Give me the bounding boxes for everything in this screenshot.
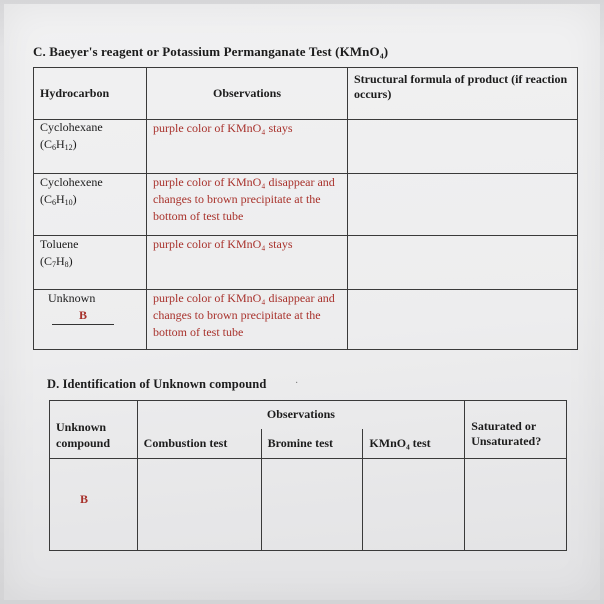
table-row xyxy=(34,120,578,174)
header-observations: Observations xyxy=(147,68,348,120)
bromine-result-cell[interactable] xyxy=(261,459,363,551)
unknown-blank xyxy=(52,307,114,325)
kmno4-test-table xyxy=(33,67,578,350)
product-cell[interactable] xyxy=(348,290,578,350)
table-row xyxy=(34,290,578,350)
header-observations: Observations xyxy=(137,401,465,429)
saturation-result-cell[interactable] xyxy=(465,459,567,551)
stray-dot: · xyxy=(295,378,299,389)
product-cell[interactable] xyxy=(348,236,578,290)
unknown-identification-table xyxy=(49,400,567,551)
observation-text: purple color of KMnO₄ stays xyxy=(153,121,293,135)
header-bromine: Bromine test xyxy=(261,429,363,459)
header-hydrocarbon: Hydrocarbon xyxy=(34,68,147,120)
header-combustion: Combustion test xyxy=(137,429,261,459)
section-c-title: C. Baeyer's reagent or Potassium Permanganate Test (KMnO₄) xyxy=(33,44,389,59)
header-unknown-compound: Unknown compound xyxy=(50,401,138,459)
header-saturated: Saturated or Unsaturated? xyxy=(465,401,567,459)
section-d-title: D. Identification of Unknown compound xyxy=(47,377,267,391)
header-kmno4: KMnO₄ test xyxy=(363,429,465,459)
observation-text: purple color of KMnO₄ disappear and changes to brown precipitate at the bottom of test tube xyxy=(153,291,335,339)
observation-text: purple color of KMnO₄ stays xyxy=(153,237,293,251)
hydrocarbon-name: Toluene xyxy=(40,237,79,251)
observation-text: purple color of KMnO₄ disappear and changes to brown precipitate at the bottom of test tube xyxy=(153,175,335,223)
hydrocarbon-name: Cyclohexane xyxy=(40,120,103,134)
unknown-letter: B xyxy=(78,308,87,322)
header-structural-formula: Structural formula of product (if reaction occurs) xyxy=(348,68,578,120)
table-row xyxy=(34,236,578,290)
hydrocarbon-name: Unknown xyxy=(48,291,96,305)
table-row xyxy=(34,174,578,236)
table-row xyxy=(50,459,567,551)
product-cell[interactable] xyxy=(348,120,578,174)
combustion-result-cell[interactable] xyxy=(137,459,261,551)
hydrocarbon-formula: $(C_6H_{10})$ xyxy=(40,192,77,207)
product-cell[interactable] xyxy=(348,174,578,236)
hydrocarbon-formula: $(C_6H_{12})$ xyxy=(40,137,77,152)
kmno4-result-cell[interactable] xyxy=(363,459,465,551)
hydrocarbon-formula: $(C_7H_8)$ xyxy=(40,254,73,269)
unknown-letter: B xyxy=(80,492,89,506)
hydrocarbon-name: Cyclohexene xyxy=(40,175,103,189)
